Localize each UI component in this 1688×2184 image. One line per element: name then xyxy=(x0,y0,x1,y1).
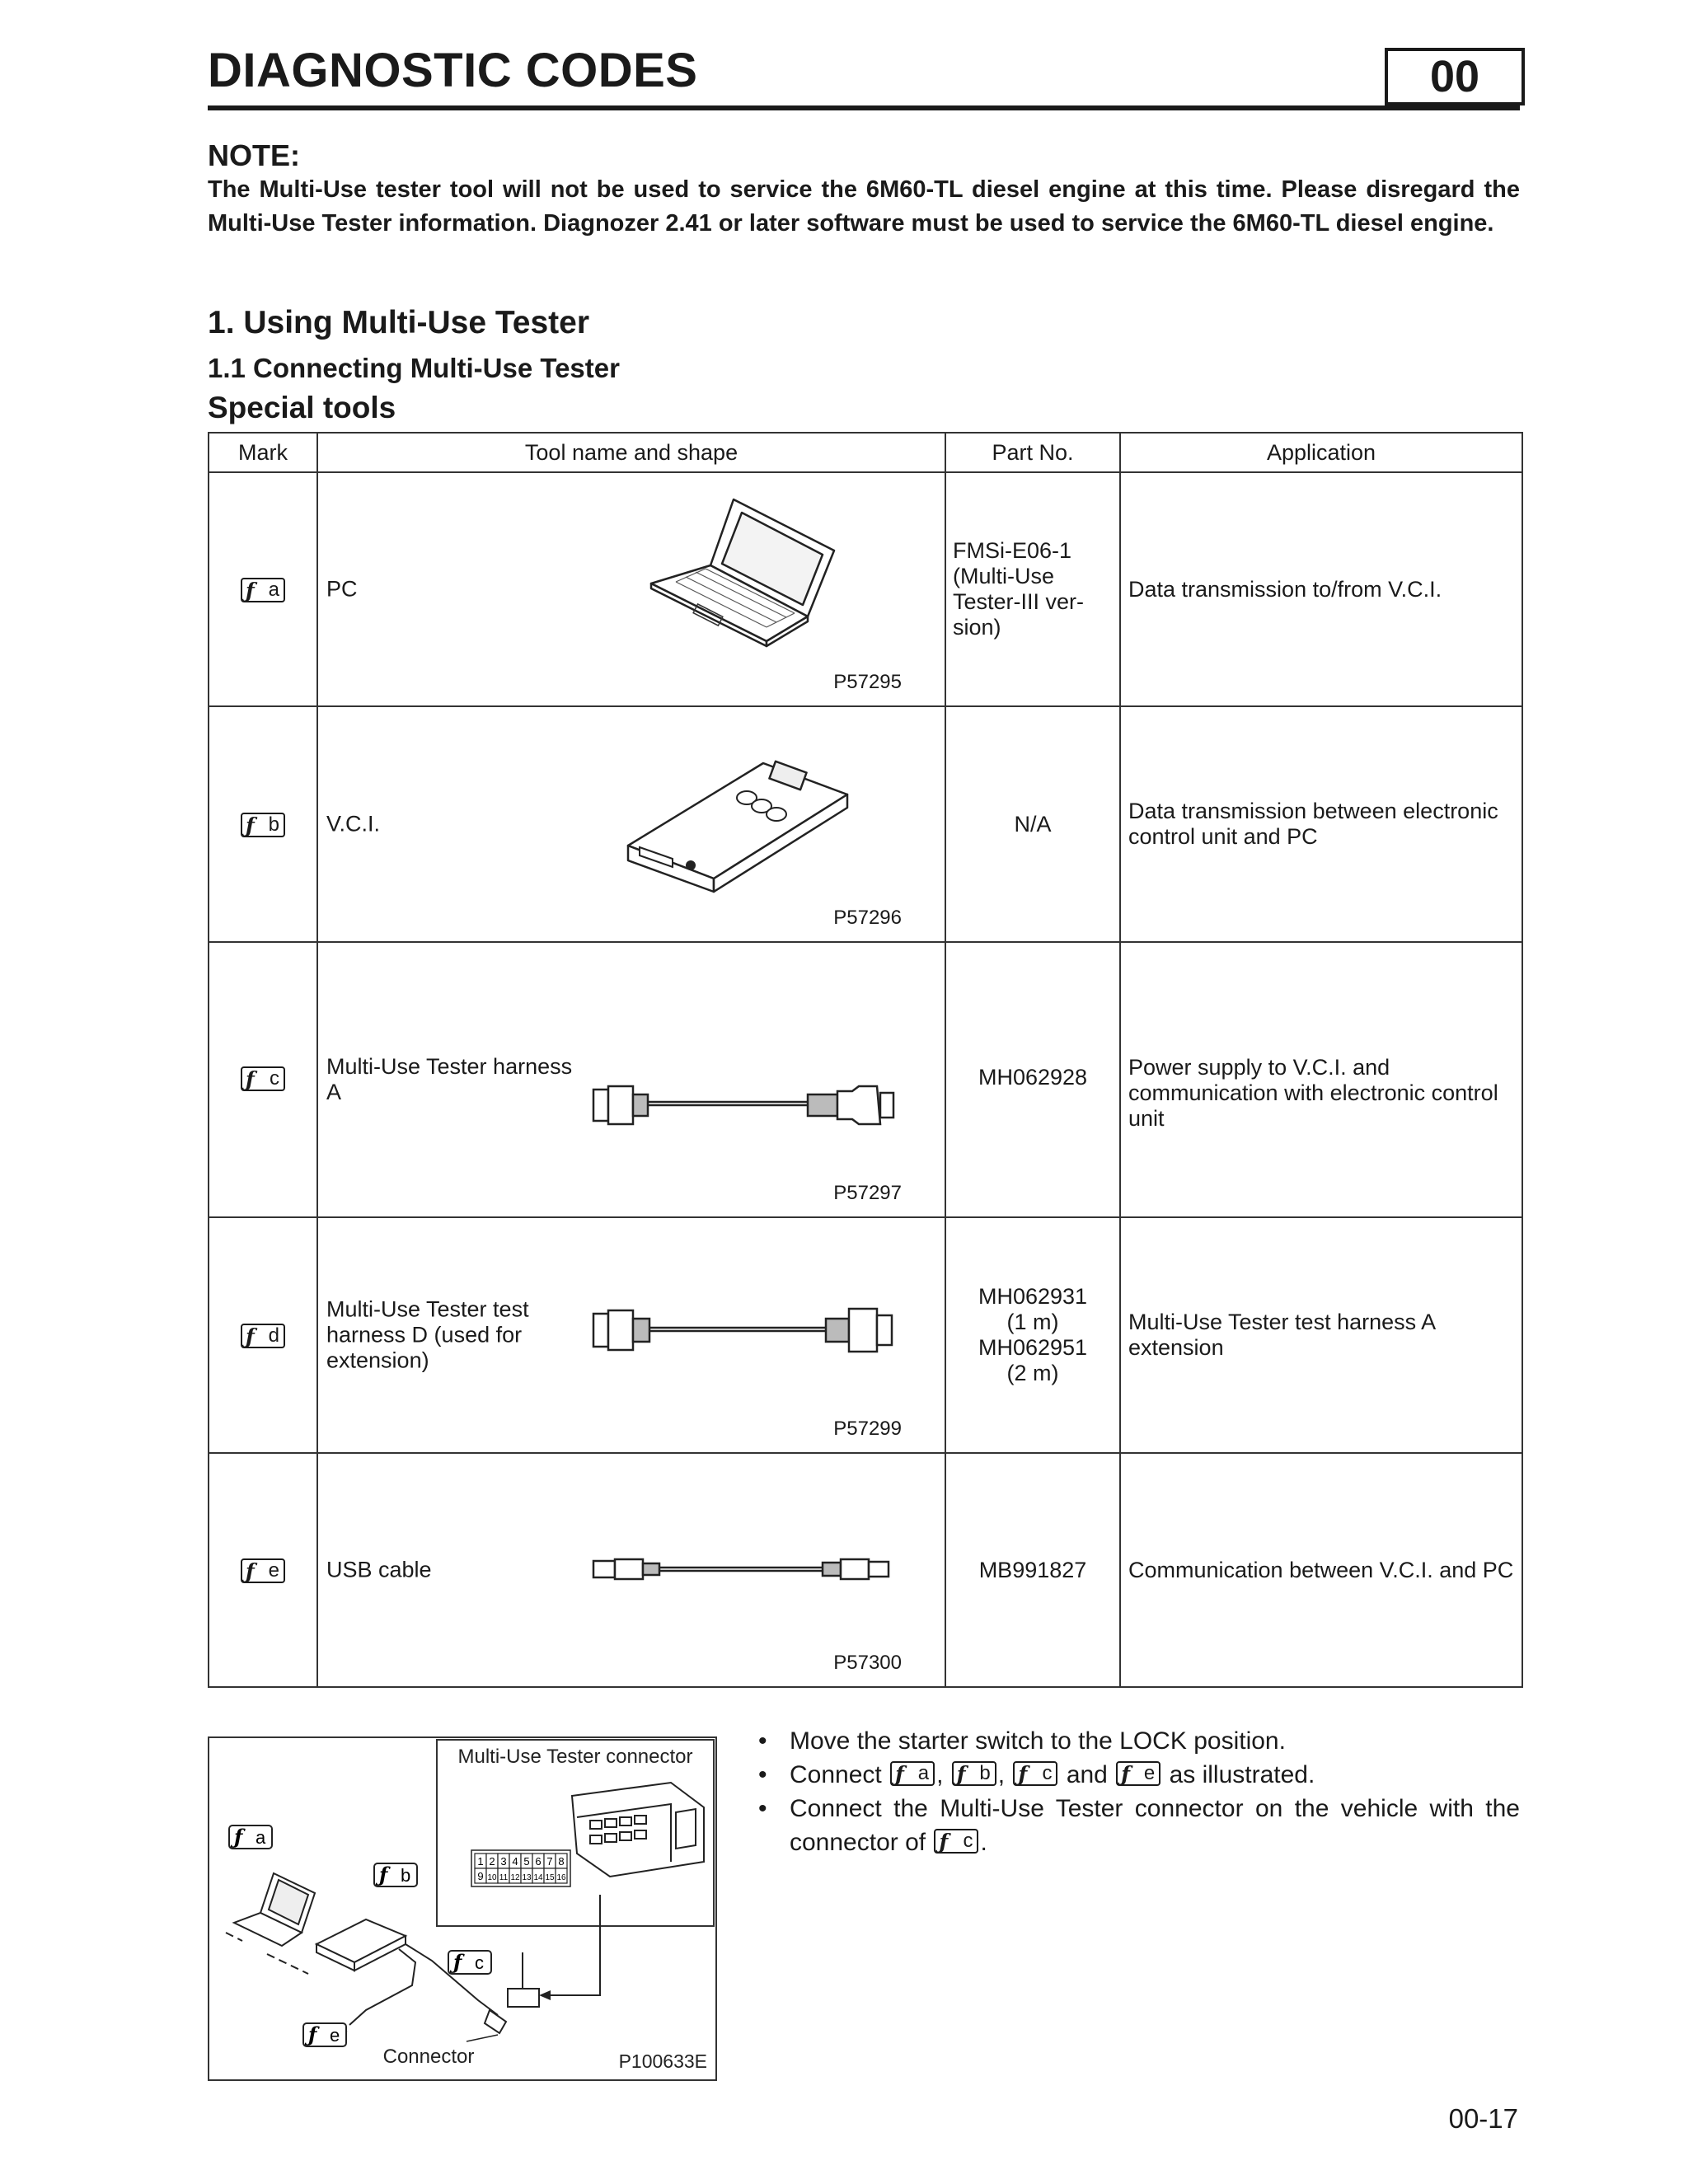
pin-number: 16 xyxy=(556,1873,566,1882)
mark-cell xyxy=(209,1217,317,1453)
part-number-line: (2 m) xyxy=(1006,1361,1059,1385)
svg-text:ƒ: ƒ xyxy=(453,1950,462,1974)
section-number-box: 00 xyxy=(1385,48,1525,105)
wrench-mark-b-icon: ƒ b xyxy=(952,1761,996,1786)
table-row xyxy=(209,706,1522,942)
table-row xyxy=(209,1217,1522,1453)
wrench-mark-c-icon: ƒ c xyxy=(1013,1761,1057,1786)
wrench-mark-e-icon xyxy=(303,2022,346,2046)
wrench-mark-icon: ƒ d xyxy=(241,1324,285,1348)
obd-connector-icon xyxy=(572,1783,704,1877)
wrench-mark-icon: ƒ c xyxy=(241,1066,285,1091)
vehicle-connector-icon xyxy=(508,1989,539,2007)
laptop-icon xyxy=(234,1873,315,1946)
subsection-heading: 1.1 Connecting Multi-Use Tester xyxy=(208,353,620,383)
application-cell: Power supply to V.C.I. and communication with electronic control unit xyxy=(1120,942,1522,1217)
part-number-line: (1 m) xyxy=(1006,1310,1059,1334)
column-header-tool-name: Tool name and shape xyxy=(317,433,945,472)
instruction-step-1: Move the starter switch to the LOCK position. xyxy=(790,1727,1286,1755)
pin-number: 6 xyxy=(535,1855,542,1868)
column-header-part-no: Part No. xyxy=(945,433,1120,472)
svg-text:ƒ: ƒ xyxy=(234,1825,243,1849)
figure-code: P57295 xyxy=(833,671,902,693)
harness-a-cable-icon xyxy=(590,1081,903,1127)
part-number-line: MH062951 xyxy=(978,1335,1088,1360)
table-row xyxy=(209,472,1522,706)
connector-pin-grid xyxy=(471,1850,570,1886)
figure-code: P57299 xyxy=(833,1418,902,1440)
wrench-mark-c-icon: ƒ c xyxy=(934,1829,978,1854)
page-title: DIAGNOSTIC CODES xyxy=(208,44,698,97)
connection-diagram xyxy=(208,1736,717,2081)
instruction-list xyxy=(747,1724,1520,1859)
wrench-mark-icon: ƒ b xyxy=(241,813,285,837)
figure-code: P57297 xyxy=(833,1182,902,1204)
mark-cell xyxy=(209,1453,317,1687)
part-number-line: sion) xyxy=(953,615,1001,640)
header-rule xyxy=(208,105,1520,110)
note-heading: NOTE: xyxy=(208,138,300,172)
svg-text:c: c xyxy=(475,1952,484,1973)
connection-diagram-illustration xyxy=(209,1738,715,2079)
special-tools-table xyxy=(208,432,1523,1688)
note-text: The Multi-Use tester tool will not be used to service the 6M60-TL diesel engine at this time. Please disregard the Multi-Use Tester information. Diagnozer 2.41 or later software must be used to service the 6M60-TL diesel engine. xyxy=(208,176,1520,237)
table-row xyxy=(209,1453,1522,1687)
list-item: • Connect ƒ a , ƒ b , ƒ c and ƒ e as illustrated. xyxy=(758,1761,1315,1788)
svg-text:ƒ: ƒ xyxy=(308,2022,317,2046)
part-number-cell: MB991827 xyxy=(945,1453,1120,1687)
part-number-line: MH062931 xyxy=(978,1284,1088,1309)
pin-number: 2 xyxy=(489,1855,495,1868)
wrench-mark-a-icon xyxy=(229,1825,272,1849)
wrench-mark-icon: ƒ a xyxy=(241,578,285,602)
application-cell: Data transmission between electronic control unit and PC xyxy=(1120,706,1522,942)
figure-code: P57300 xyxy=(833,1652,902,1674)
application-cell: Multi-Use Tester test harness A extension xyxy=(1120,1217,1522,1453)
instruction-text: and xyxy=(1066,1761,1108,1788)
diagram-figure-code: P100633E xyxy=(618,2050,707,2072)
special-tools-heading: Special tools xyxy=(208,391,396,424)
instruction-text: . xyxy=(980,1829,987,1856)
connector-title: Multi-Use Tester connector xyxy=(457,1746,693,1768)
wrench-mark-e-icon: ƒ e xyxy=(1116,1761,1160,1786)
instruction-text: Connect the Multi-Use Tester connector on the vehicle with the connector of xyxy=(790,1795,1520,1856)
connector-label: Connector xyxy=(382,2046,475,2068)
tool-name: USB cable xyxy=(326,1557,432,1582)
pin-number: 9 xyxy=(477,1870,484,1882)
tool-name: Multi-Use Tester test harness D (used for extension) xyxy=(326,1296,529,1373)
instruction-text: as illustrated. xyxy=(1169,1761,1315,1788)
tool-name: Multi-Use Tester harness A xyxy=(326,1054,573,1104)
wrench-mark-c-icon xyxy=(448,1950,491,1974)
instruction-text: , xyxy=(997,1761,1006,1788)
pin-number: 15 xyxy=(545,1873,555,1882)
svg-text:a: a xyxy=(256,1827,266,1848)
page-number: 00-17 xyxy=(1448,2103,1518,2134)
vci-device-illustration-icon xyxy=(623,755,854,895)
pin-number: 11 xyxy=(499,1873,509,1882)
svg-text:ƒ: ƒ xyxy=(379,1863,388,1886)
mark-cell xyxy=(209,706,317,942)
vci-device-icon xyxy=(316,1919,406,1971)
pin-number: 3 xyxy=(500,1855,507,1868)
pin-number: 12 xyxy=(510,1873,520,1882)
tool-name: V.C.I. xyxy=(326,811,381,837)
pin-number: 4 xyxy=(512,1855,518,1868)
part-number-cell: N/A xyxy=(945,706,1120,942)
harness-d-cable-icon xyxy=(590,1304,903,1357)
part-number-cell xyxy=(945,472,1120,706)
figure-code: P57296 xyxy=(833,907,902,929)
instruction-text: Connect xyxy=(790,1761,882,1788)
column-header-application: Application xyxy=(1120,433,1522,472)
tool-name-cell xyxy=(317,706,945,942)
tool-name-cell xyxy=(317,942,945,1217)
part-number-line: Tester-III ver- xyxy=(953,589,1085,614)
section-heading: 1. Using Multi-Use Tester xyxy=(208,305,590,340)
instruction-text: , xyxy=(936,1761,944,1788)
list-item: • Connect the Multi-Use Tester connector on the vehicle with the connector of ƒ c . xyxy=(758,1795,1520,1856)
wrench-mark-a-icon: ƒ a xyxy=(890,1761,935,1786)
mark-cell xyxy=(209,942,317,1217)
table-row xyxy=(209,942,1522,1217)
svg-text:e: e xyxy=(330,2025,340,2046)
pin-number: 5 xyxy=(523,1855,530,1868)
svg-text:b: b xyxy=(401,1865,411,1886)
tool-name-cell xyxy=(317,472,945,706)
part-number-line: FMSi-E06-1 xyxy=(953,538,1072,563)
pin-number: 10 xyxy=(487,1873,497,1882)
wrench-mark-icon: ƒ e xyxy=(241,1558,285,1583)
list-item: • Move the starter switch to the LOCK position. xyxy=(758,1727,1286,1755)
pin-number: 14 xyxy=(533,1873,543,1882)
pin-number: 8 xyxy=(558,1855,565,1868)
application-cell: Data transmission to/from V.C.I. xyxy=(1120,472,1522,706)
tool-name-cell xyxy=(317,1453,945,1687)
part-number-line: (Multi-Use xyxy=(953,564,1055,588)
tool-name: PC xyxy=(326,576,358,602)
table-header-row xyxy=(209,433,1522,472)
part-number-cell xyxy=(945,1217,1120,1453)
laptop-illustration-icon xyxy=(643,493,849,649)
part-number-cell: MH062928 xyxy=(945,942,1120,1217)
pin-number: 1 xyxy=(477,1855,484,1868)
usb-cable-icon xyxy=(590,1554,903,1584)
wrench-mark-b-icon xyxy=(374,1863,417,1886)
application-cell: Communication between V.C.I. and PC xyxy=(1120,1453,1522,1687)
tool-name-cell xyxy=(317,1217,945,1453)
pin-number: 7 xyxy=(546,1855,553,1868)
pin-number: 13 xyxy=(522,1873,532,1882)
mark-cell xyxy=(209,472,317,706)
column-header-mark: Mark xyxy=(209,433,317,472)
